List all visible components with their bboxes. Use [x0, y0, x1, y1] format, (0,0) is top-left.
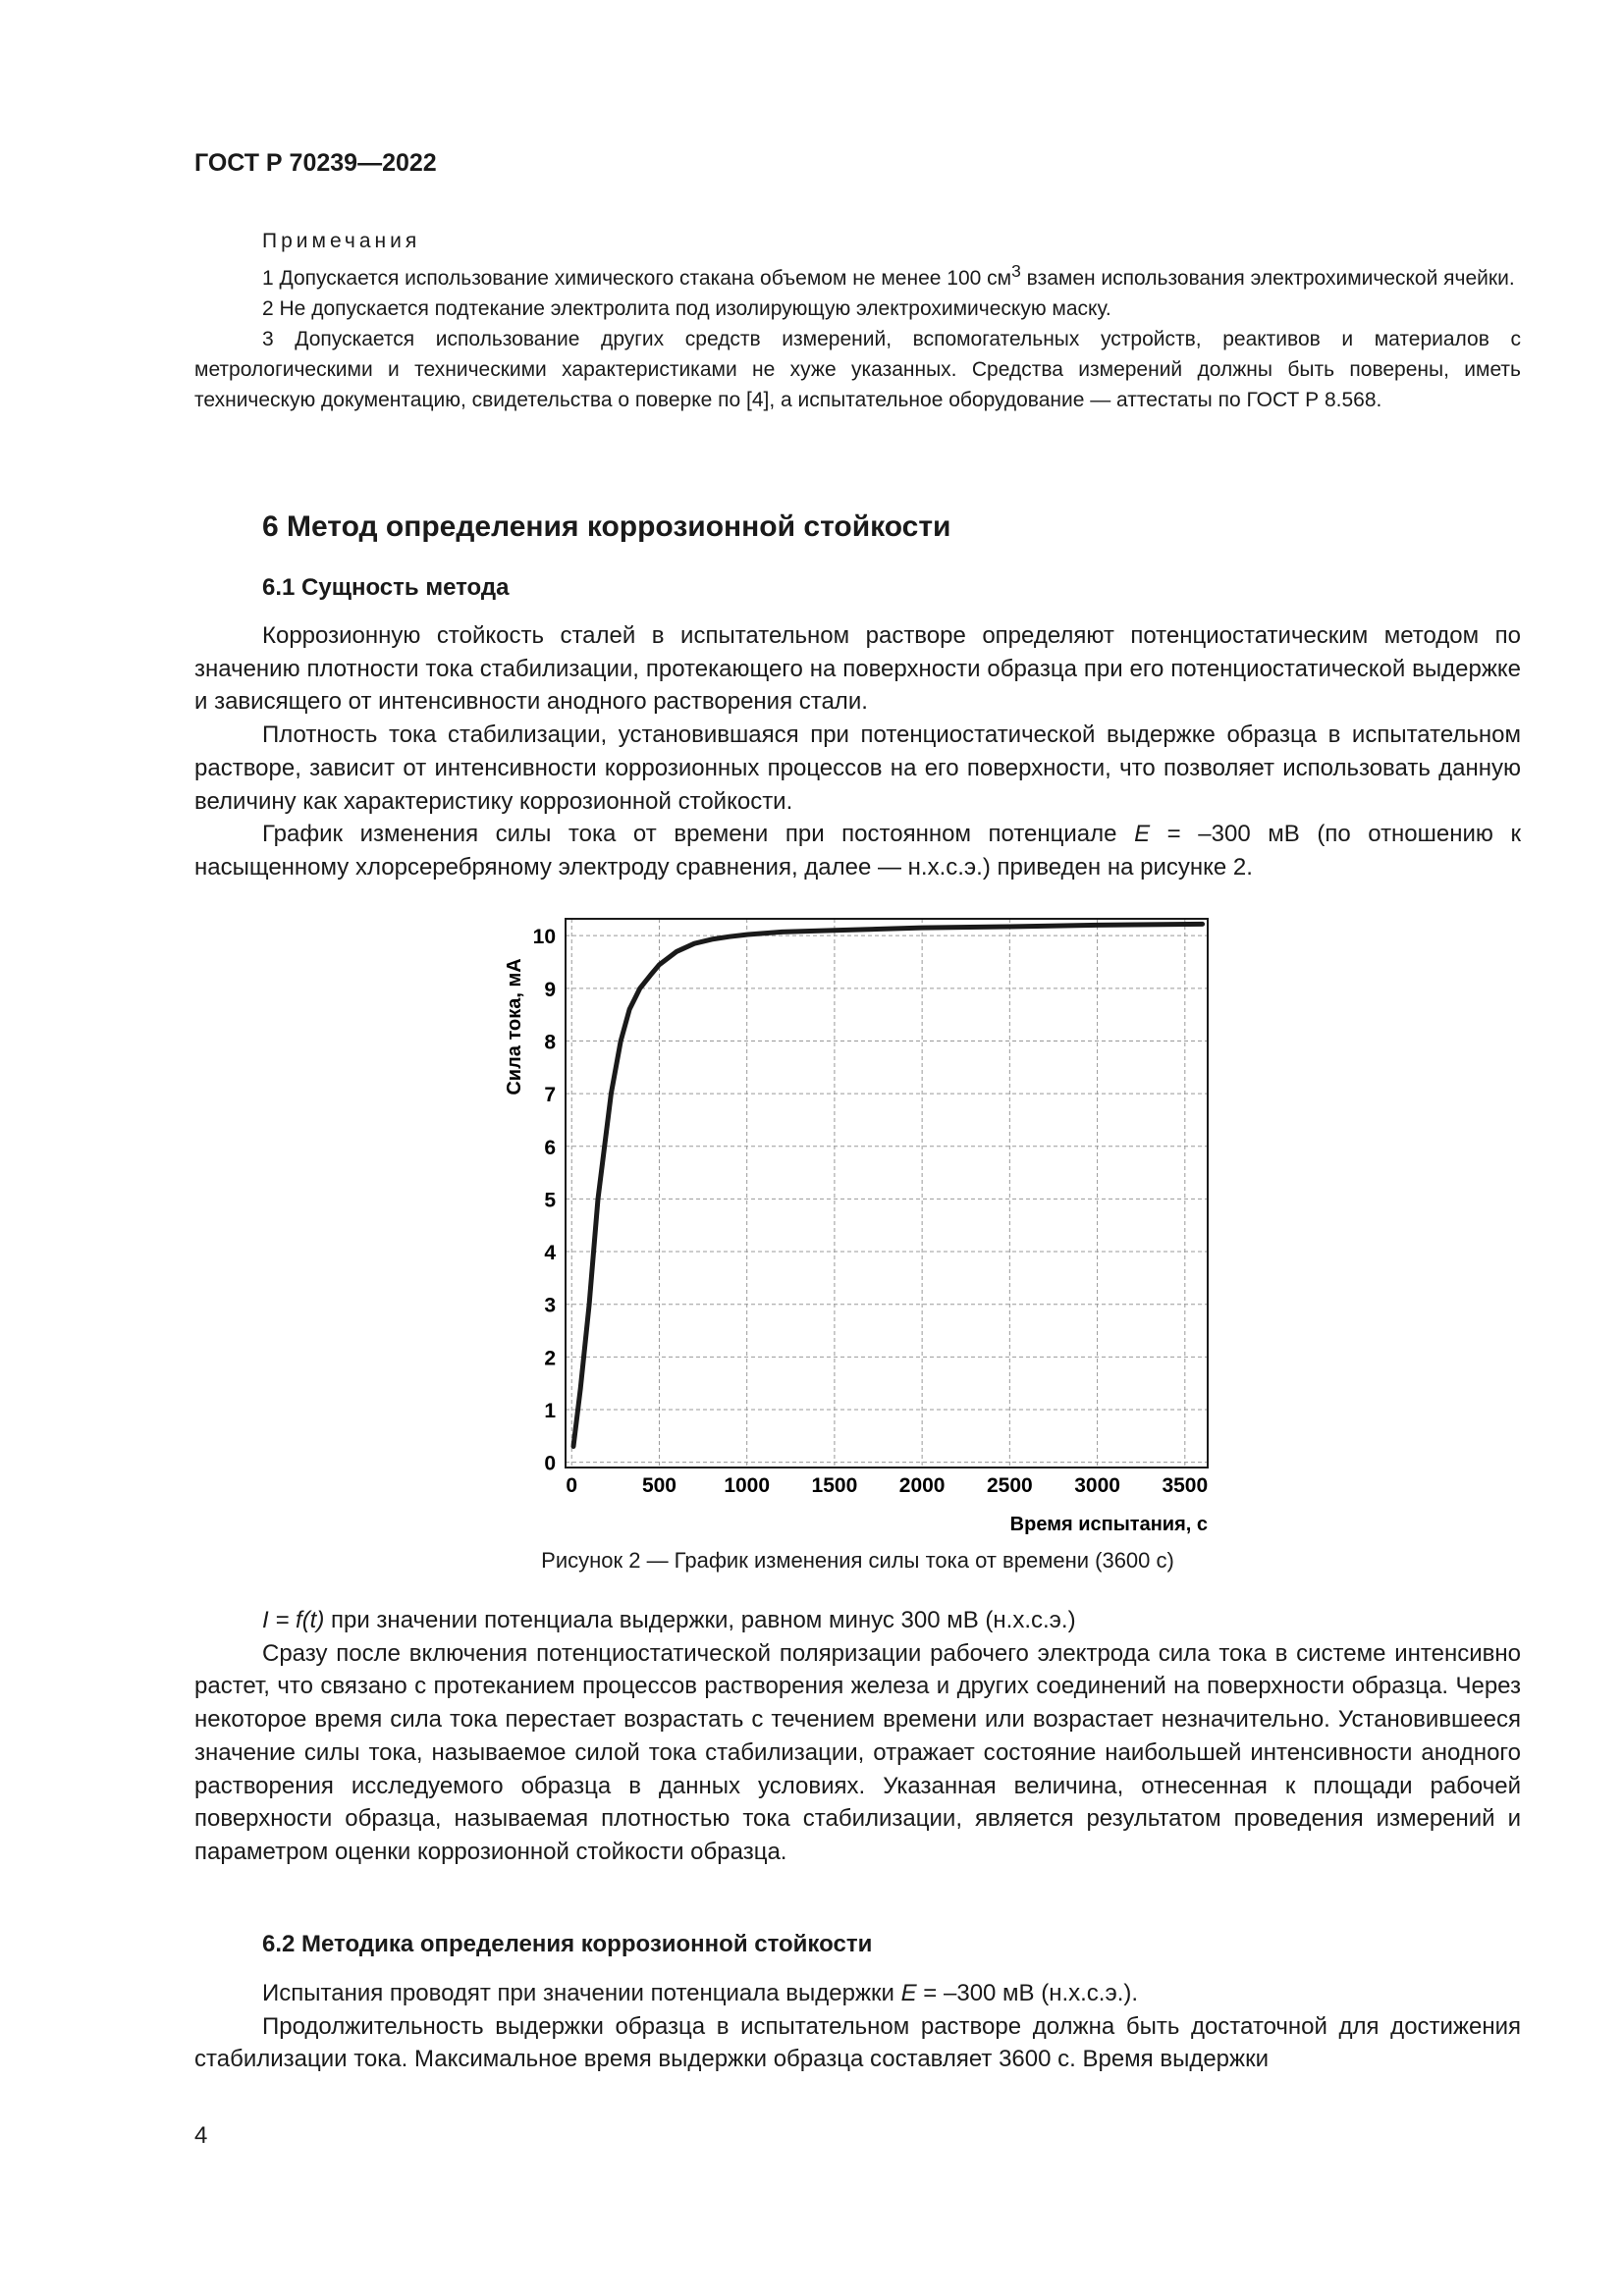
x-tick-label: 2500	[986, 1474, 1033, 1497]
text: Испытания проводят при значении потенциала выдержки	[262, 1980, 901, 2006]
note-1-text-end: взамен использования электрохимической ячейки.	[1020, 267, 1515, 290]
x-axis-title: Время испытания, с	[1009, 1514, 1208, 1535]
paragraph	[194, 1604, 1521, 1637]
formula: I = f(t)	[262, 1607, 325, 1633]
y-tick-label: 2	[544, 1347, 556, 1370]
note-1-text: 1 Допускается использование химического стакана объемом не менее 100 см	[262, 267, 1012, 290]
series-line	[573, 924, 1203, 1446]
text: = –300 мВ (н.х.с.э.).	[916, 1980, 1139, 2006]
y-tick-label: 3	[544, 1294, 556, 1317]
document-header: ГОСТ Р 70239—2022	[194, 149, 437, 177]
current-vs-time-chart	[471, 908, 1247, 1536]
variable: E	[1134, 821, 1151, 848]
paragraph: Продолжительность выдержки образца в испытательном растворе должна быть достаточной для достижения стабилизации тока. Максимальное время выдержки образца составляет 3600 с. Время выдержки	[194, 2012, 1521, 2073]
x-tick-label: 2000	[898, 1474, 946, 1497]
notes-title: Примечания	[262, 230, 421, 252]
y-tick-label: 10	[532, 926, 556, 949]
x-tick-label: 500	[641, 1474, 677, 1497]
y-tick-label: 4	[544, 1242, 556, 1265]
x-tick-label: 1500	[811, 1474, 858, 1497]
y-tick-label: 7	[544, 1084, 556, 1107]
paragraph: Коррозионную стойкость сталей в испытательном растворе определяют потенциостатическим методом по значению плотности тока стабилизации, протекающего на поверхности образца при его потенциостатической выдержке и зависящего от интенсивности анодного растворения стали.	[194, 622, 1521, 716]
plot-frame	[566, 919, 1208, 1468]
y-tick-label: 5	[544, 1189, 556, 1212]
y-tick-label: 8	[544, 1031, 556, 1054]
y-tick-label: 0	[544, 1452, 556, 1475]
subsection-heading-6-1: 6.1 Сущность метода	[262, 574, 510, 601]
y-tick-label: 9	[544, 978, 556, 1001]
x-tick-label: 3500	[1162, 1474, 1209, 1497]
section-heading: 6 Метод определения коррозионной стойкости	[262, 510, 951, 543]
y-tick-label: 6	[544, 1136, 556, 1159]
subsection-heading-6-2: 6.2 Методика определения коррозионной стойкости	[262, 1931, 873, 1957]
text: = –300 мВ (по отношению к насыщенному хлорсеребряному электроду сравнения, далее — н.х.с.э.) приведен на рисунке 2.	[194, 821, 1521, 881]
figure-caption: Рисунок 2 — График изменения силы тока от времени (3600 с)	[541, 1548, 1174, 1573]
y-axis-title: Сила тока, мА	[504, 958, 525, 1095]
x-tick-label: 3000	[1074, 1474, 1120, 1497]
paragraph	[194, 1977, 1521, 2010]
variable: E	[900, 1980, 917, 2006]
x-tick-label: 1000	[724, 1474, 771, 1497]
section-6-1-body-continued	[194, 1604, 1521, 1869]
text: График изменения силы тока от времени при постоянном потенциале	[262, 821, 1135, 848]
page-number: 4	[194, 2122, 208, 2149]
paragraph	[194, 818, 1521, 883]
section-6-1-body	[194, 619, 1521, 884]
notes-block	[194, 226, 1521, 415]
superscript: 3	[1011, 261, 1021, 281]
paragraph: Плотность тока стабилизации, установившаяся при потенциостатической выдержке образца в испытательном растворе, зависит от интенсивности коррозионных процессов на его поверхности, что позволяет использовать данную величину как характеристику коррозионной стойкости.	[194, 721, 1521, 815]
note-3: 3 Допускается использование других средств измерений, вспомогательных устройств, реактивов и материалов с метрологическими и техническими характеристиками не хуже указанных. Средства измерений должны быть поверены, иметь техническую документацию, свидетельства о поверке по [4], а испытательное оборудование — аттестаты по ГОСТ Р 8.568.	[194, 328, 1521, 411]
x-tick-label: 0	[566, 1474, 578, 1497]
note-1	[194, 256, 1521, 294]
paragraph: Сразу после включения потенциостатической поляризации рабочего электрода сила тока в системе интенсивно растет, что связано с протеканием процессов растворения железа и других соединений на поверхности образца. Через некоторое время сила тока перестает возрастать с течением времени или возрастает незначительно. Установившееся значение силы тока, называемое силой тока стабилизации, отражает состояние наибольшей интенсивности анодного растворения исследуемого образца в данных условиях. Указанная величина, отнесенная к площади рабочей поверхности образца, называемая плотностью тока стабилизации, является результатом проведения измерений и параметром оценки коррозионной стойкости образца.	[194, 1639, 1521, 1865]
y-tick-label: 1	[544, 1399, 556, 1422]
section-6-2-body	[194, 1977, 1521, 2076]
note-2: 2 Не допускается подтекание электролита под изолирующую электрохимическую маску.	[262, 297, 1111, 320]
text: при значении потенциала выдержки, равном минус 300 мВ (н.х.с.э.)	[324, 1607, 1076, 1633]
